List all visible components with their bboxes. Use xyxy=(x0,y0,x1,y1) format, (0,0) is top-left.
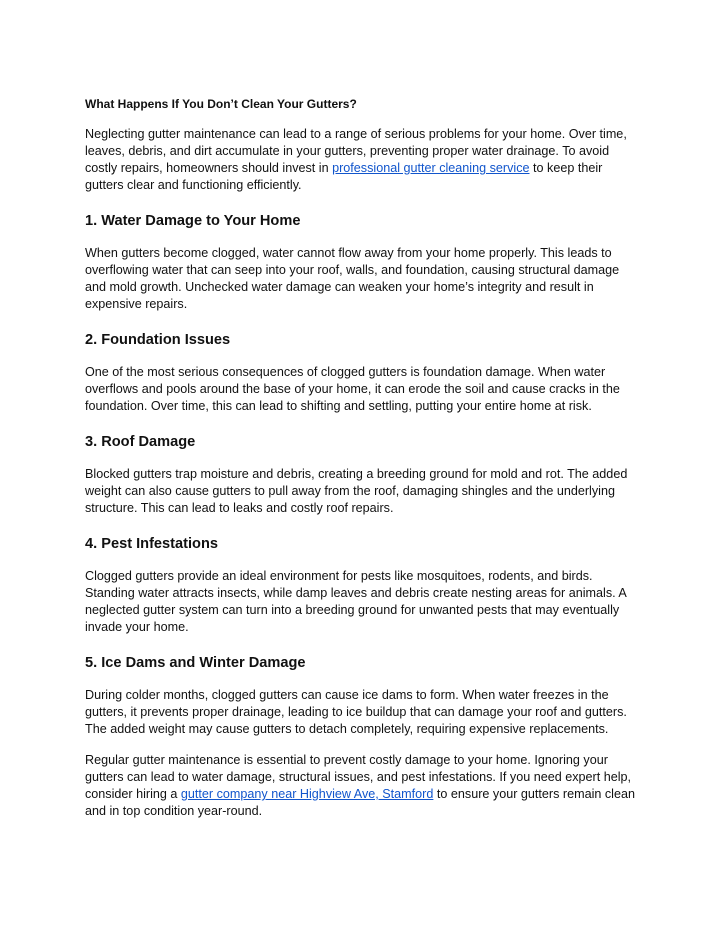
section-body: One of the most serious consequences of clogged gutters is foundation damage. When water overflows and pools around the base of your home, it can erode the soil and cause cracks in the foundation. Over time, this can lead to shifting and settling, putting your entire home at risk. xyxy=(85,365,620,413)
section-heading: 2. Foundation Issues xyxy=(85,332,231,348)
section-heading: 1. Water Damage to Your Home xyxy=(85,213,301,229)
intro-paragraph xyxy=(85,126,640,194)
section-water-damage xyxy=(85,211,640,313)
section-body: Clogged gutters provide an ideal environment for pests like mosquitoes, rodents, and birds. Standing water attracts insects, while damp leaves and debris create nesting areas for animals. A neglected gutter system can turn into a breeding ground for unwanted pests that may eventually invade your home. xyxy=(85,569,627,634)
section-heading: 3. Roof Damage xyxy=(85,434,196,450)
closing-text-before: Regular gutter maintenance is essential to prevent costly damage to your home. Ignoring your gutters can lead to water damage, structural issues, and pest infestations. If you need expert help, consider hiring a xyxy=(85,753,632,801)
closing-paragraph xyxy=(85,752,640,820)
section-foundation-issues xyxy=(85,330,640,415)
document-title: What Happens If You Don’t Clean Your Gutters? xyxy=(85,97,357,111)
section-heading: 4. Pest Infestations xyxy=(85,536,219,552)
section-heading: 5. Ice Dams and Winter Damage xyxy=(85,655,306,671)
section-body: When gutters become clogged, water cannot flow away from your home properly. This leads to overflowing water that can seep into your roof, walls, and foundation, causing structural damage and mold growth. Unchecked water damage can weaken your home’s integrity and result in expensive repairs. xyxy=(85,246,620,311)
document-body xyxy=(85,96,640,820)
professional-gutter-cleaning-link[interactable]: professional gutter cleaning service xyxy=(332,161,530,175)
section-body: Blocked gutters trap moisture and debris, creating a breeding ground for mold and rot. The added weight can also cause gutters to pull away from the roof, damaging shingles and the underlying structure. This can lead to leaks and costly roof repairs. xyxy=(85,467,628,515)
section-roof-damage xyxy=(85,432,640,517)
section-body: During colder months, clogged gutters can cause ice dams to form. When water freezes in the gutters, it prevents proper drainage, leading to ice buildup that can damage your roof and gutters. The added weight may cause gutters to detach completely, requiring expensive replacements. xyxy=(85,688,627,736)
section-pest-infestations xyxy=(85,534,640,636)
closing-text-after: to ensure your gutters remain clean and in top condition year-round. xyxy=(85,787,635,818)
section-ice-dams xyxy=(85,653,640,738)
gutter-company-link[interactable]: gutter company near Highview Ave, Stamford xyxy=(180,787,434,801)
intro-text-after: to keep their gutters clear and functioning efficiently. xyxy=(85,161,603,192)
intro-text-before: Neglecting gutter maintenance can lead to a range of serious problems for your home. Over time, leaves, debris, and dirt accumulate in your gutters, preventing proper water drainage. To avoid costly repairs, homeowners should invest in xyxy=(85,127,627,175)
